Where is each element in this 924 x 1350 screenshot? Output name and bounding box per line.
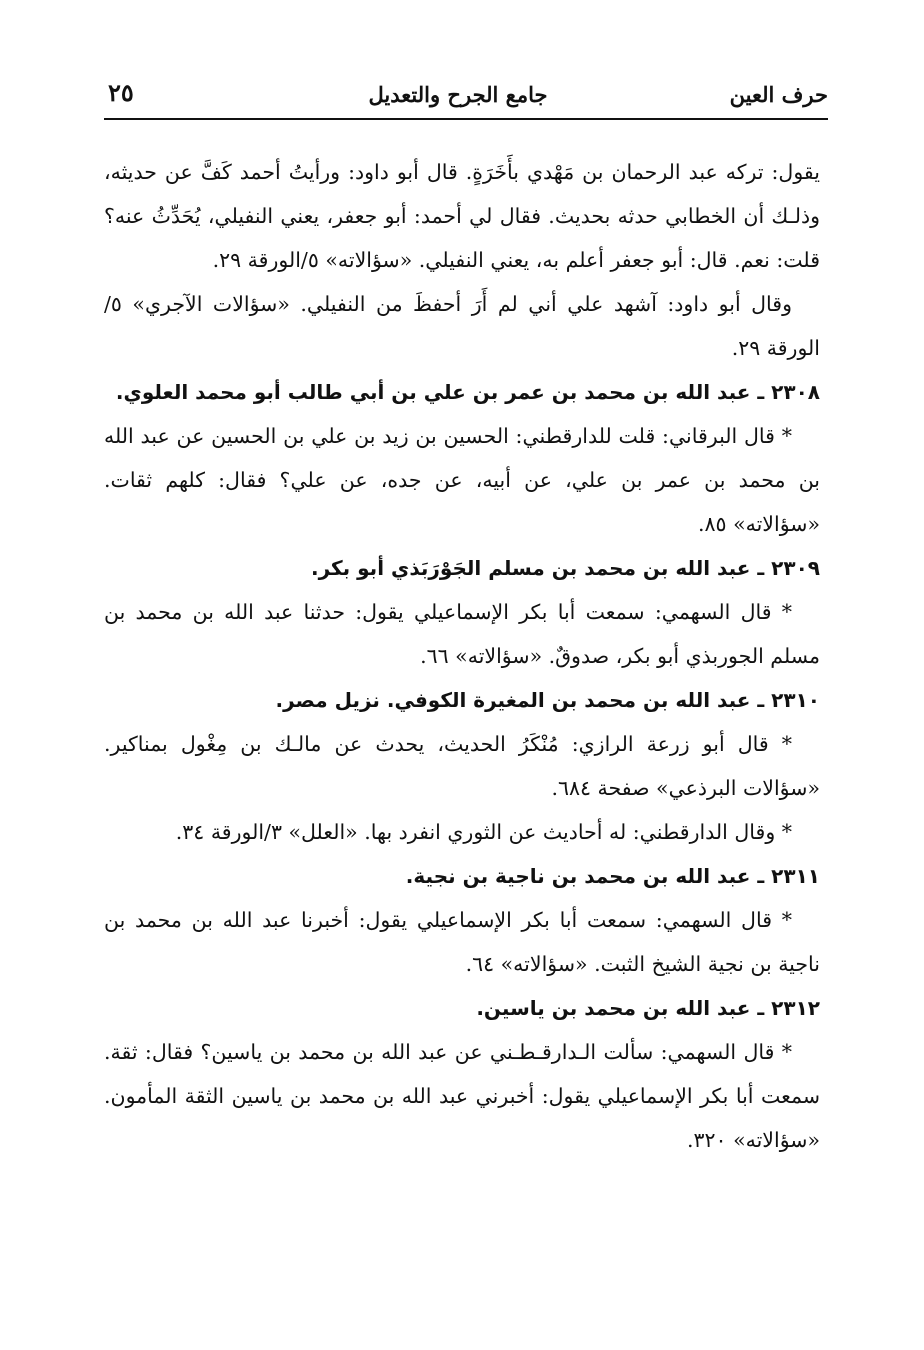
paragraph: وقال أبو داود: آشهد علي أني لم أَرَ أحفظَ من النفيلي. «سؤالات الآجري» ٥/الورقة ٢٩. [104, 292, 820, 360]
paragraph: * قال السهمي: سمعت أبا بكر الإسماعيلي يقول: أخبرنا عبد الله بن محمد بن ناجية بن نجية الشيخ الثبت. «سؤالاته» ٦٤. [104, 908, 820, 976]
entry-heading: ٢٣١٢ ـ عبد الله بن محمد بن ياسين. [476, 996, 820, 1020]
entry-heading: ٢٣٠٩ ـ عبد الله بن محمد بن مسلم الجَوْرَبَذي أبو بكر. [311, 556, 820, 580]
paragraph: * قال أبو زرعة الرازي: مُنْكَرُ الحديث، يحدث عن مالـك بن مِغْول بمناكير. «سؤالات البرذعي» صفحة ٦٨٤. [104, 732, 820, 800]
chapter-title: حرف العين [729, 82, 828, 107]
page-body [104, 150, 820, 1162]
entry-heading: ٢٣١٠ ـ عبد الله بن محمد بن المغيرة الكوفي. نزيل مصر. [275, 688, 820, 712]
entry-heading: ٢٣٠٨ ـ عبد الله بن محمد بن عمر بن علي بن أبي طالب أبو محمد العلوي. [115, 380, 820, 404]
header-rule [104, 118, 828, 120]
page-number: ٢٥ [108, 78, 134, 107]
book-title: جامع الجرح والتعديل [368, 82, 548, 107]
paragraph: * قال السهمي: سألت الـدارقـطـني عن عبد الله بن محمد بن ياسين؟ فقال: ثقة. سمعت أبا بكر الإسماعيلي يقول: أخبرني عبد الله بن محمد بن ياسين الثقة المأمون. «سؤالاته» ٣٢٠. [104, 1040, 820, 1152]
entry-heading: ٢٣١١ ـ عبد الله بن محمد بن ناجية بن نجية. [405, 864, 820, 888]
paragraph: * وقال الدارقطني: له أحاديث عن الثوري انفرد بها. «العلل» ٣/الورقة ٣٤. [175, 820, 792, 844]
paragraph: * قال البرقاني: قلت للدارقطني: الحسين بن زيد بن علي بن الحسين عن عبد الله بن محمد بن عمر بن علي، عن أبيه، عن جده، عن علي؟ فقال: كلهم ثقات. «سؤالاته» ٨٥. [104, 424, 820, 536]
paragraph: * قال السهمي: سمعت أبا بكر الإسماعيلي يقول: حدثنا عبد الله بن محمد بن مسلم الجوربذي أبو بكر، صدوقٌ. «سؤالاته» ٦٦. [104, 600, 820, 668]
running-header [108, 78, 828, 118]
paragraph: يقول: تركه عبد الرحمان بن مَهْدي بأَخَرَةٍ. قال أبو داود: ورأيتُ أحمد كَفَّ عن حديثه، وذلـك أن الخطابي حدثه بحديث. فقال لي أحمد: أبو جعفر، يعني النفيلي، يُحَدِّثُ عنه؟ قلت: نعم. قال: أبو جعفر أعلم به، يعني النفيلي. «سؤالاته» ٥/الورقة ٢٩. [104, 160, 820, 272]
